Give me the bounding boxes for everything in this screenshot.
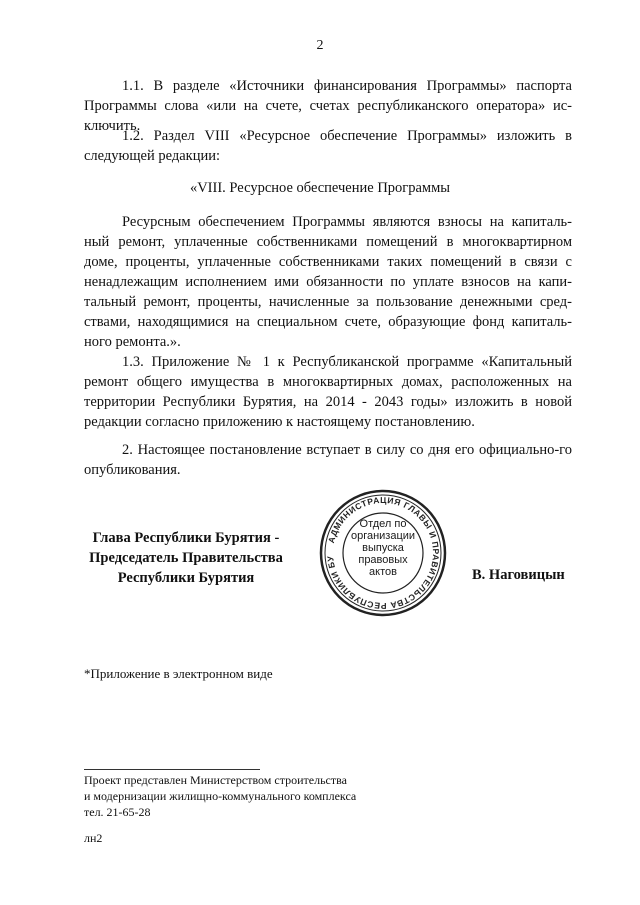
signatory-title-line: Глава Республики Бурятия - [92, 530, 280, 546]
page-number: 2 [316, 38, 324, 53]
paragraph-2: 2. Настоящее постановление вступает в силу со дня его официально-го опубликования. [84, 442, 572, 478]
signatory-title [60, 528, 312, 588]
footnote-line: Проект представлен Министерством строительства [84, 773, 347, 787]
paragraph-1-1: 1.1. В разделе «Источники финансирования Программы» паспорта Программы слова «или на счете, счетах республиканского оператора» ис-ключить. [84, 78, 572, 134]
stamp-ring-text: АДМИНИСТРАЦИЯ ГЛАВЫ И ПРАВИТЕЛЬСТВА РЕСПУБЛИКИ БУ [325, 494, 442, 612]
footnote-divider [84, 769, 260, 770]
signatory-title-line: Председатель Правительства [89, 550, 283, 566]
stamp-line: Отдел по [359, 518, 407, 530]
footnote [84, 772, 484, 820]
stamp-line: правовых [358, 554, 408, 566]
footnote-line: и модернизации жилищно-коммунального комплекса [84, 789, 357, 803]
document-code: лн2 [84, 831, 103, 845]
stamp-line: актов [369, 566, 397, 578]
footnote-line: тел. 21-65-28 [84, 805, 151, 819]
signatory-title-line: Республики Бурятия [117, 570, 255, 586]
stamp-inner-text [343, 518, 423, 578]
paragraph-resources: Ресурсным обеспечением Программы являются взносы на капиталь-ный ремонт, уплаченные собственниками помещений в многоквартирном доме, проценты, уплаченные собственниками таких помещений в связи с ненадлежащим исполнением ими обязанности по уплате взносов на капи-тальный ремонт, проценты, начисленные за пользование денежными сред-ствами, находящимися на специальном счете, образующие фонд капиталь-ного ремонта.». [84, 214, 572, 350]
paragraph-1-3: 1.3. Приложение № 1 к Республиканской программе «Капитальный ремонт общего имущества в многоквартирных домах, расположенных на территории Республики Бурятия, на 2014 - 2043 годы» изложить в новой редакции согласно приложению к настоящему постановлению. [84, 354, 572, 430]
paragraph-1-2: 1.2. Раздел VIII «Ресурсное обеспечение Программы» изложить в следующей редакции: [84, 128, 572, 164]
section-heading: «VIII. Ресурсное обеспечение Программы [189, 180, 451, 196]
official-stamp [318, 488, 448, 618]
stamp-line: выпуска [362, 542, 404, 554]
stamp-line: организации [350, 530, 416, 542]
appendix-note: *Приложение в электронном виде [84, 666, 273, 681]
signatory-name: В. Наговицын [472, 567, 565, 583]
